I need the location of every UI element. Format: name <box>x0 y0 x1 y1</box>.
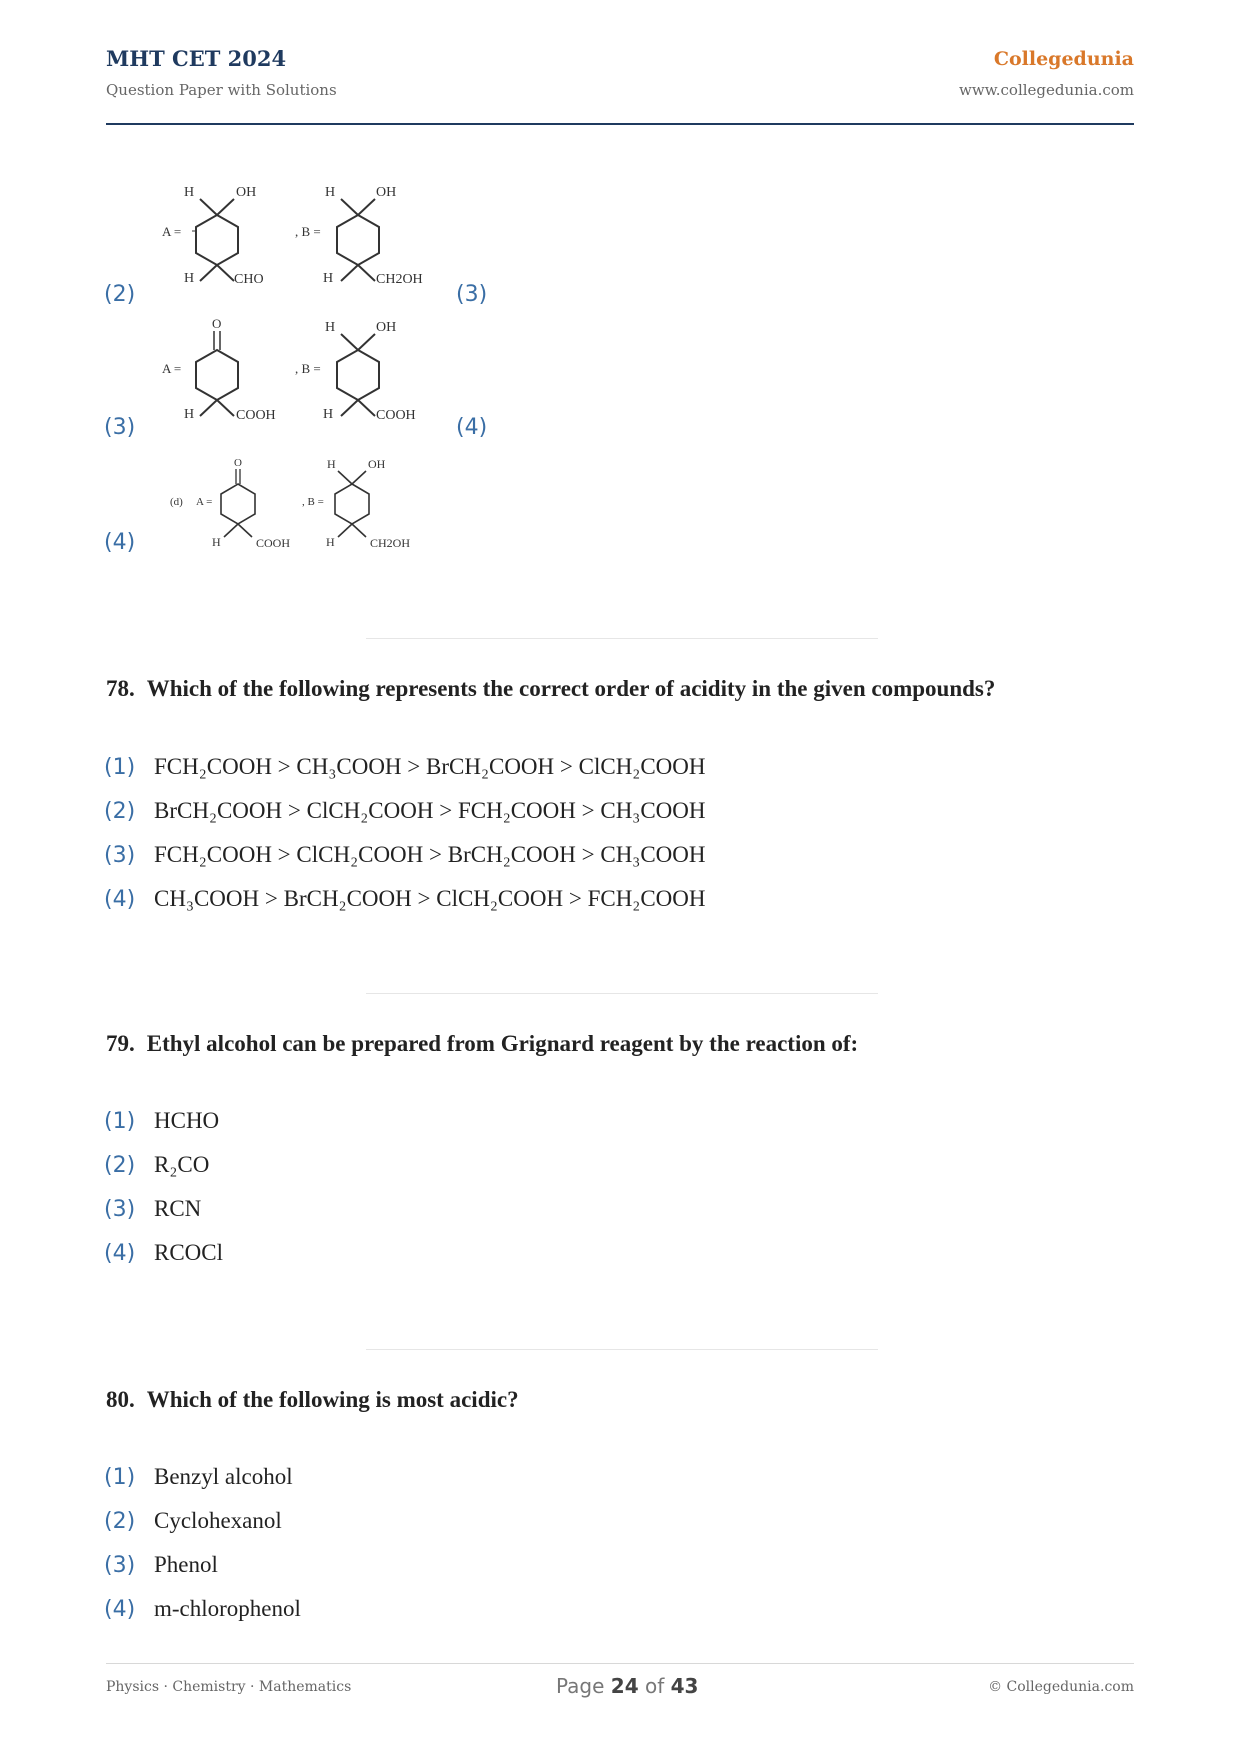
footer-copyright: © Collegedunia.com <box>988 1679 1134 1695</box>
option-text: FCH₂COOH > CH₃COOH > BrCH₂COOH > ClCH₂COOH <box>154 754 706 779</box>
option-number: (2) <box>104 1153 136 1178</box>
option-text: HCHO <box>154 1108 220 1133</box>
question-text: Which of the following is most acidic? <box>146 1387 519 1412</box>
substituent-label: CHO <box>234 272 264 287</box>
structure-a-option-3 <box>162 316 276 423</box>
a-label: A = <box>162 224 182 239</box>
option-text: Phenol <box>154 1552 218 1577</box>
substituent-label: COOH <box>236 408 276 423</box>
option-number: (3) <box>104 1197 136 1222</box>
page-indicator <box>556 1674 698 1698</box>
option-text: m-chlorophenol <box>154 1596 301 1621</box>
question-79 <box>106 1031 858 1057</box>
h-label: H <box>327 457 336 471</box>
option-1[interactable] <box>104 1108 219 1134</box>
oh-label: OH <box>376 185 397 200</box>
prev-option-number: (3) <box>104 415 136 440</box>
option-number: (1) <box>104 1109 136 1134</box>
option-number: (4) <box>104 887 136 912</box>
oh-label: OH <box>376 320 397 335</box>
b-label: , B = <box>295 224 321 239</box>
option-2[interactable] <box>104 798 706 824</box>
option-number: (3) <box>104 1553 136 1578</box>
prev-option-trailing-number: (3) <box>456 282 488 307</box>
h-label: H <box>325 185 336 200</box>
option-number: (4) <box>104 1597 136 1622</box>
structure-diagrams <box>150 170 450 570</box>
option-number: (3) <box>104 843 136 868</box>
h-label: H <box>323 271 334 286</box>
option-text: R₂CO <box>154 1152 210 1177</box>
question-number: 79. <box>106 1031 135 1056</box>
question-text: Ethyl alcohol can be prepared from Grignard reagent by the reaction of: <box>146 1031 859 1056</box>
structure-b-option-4 <box>302 457 410 550</box>
section-divider <box>366 638 878 639</box>
h-label: H <box>326 535 335 549</box>
substituent-label: CH2OH <box>376 272 423 287</box>
structure-a-option-2 <box>162 185 264 287</box>
b-label: , B = <box>295 361 321 376</box>
document-title: MHT CET 2024 <box>106 46 287 71</box>
o-label: O <box>212 316 222 331</box>
h-label: H <box>184 407 195 422</box>
option-1[interactable] <box>104 754 706 780</box>
option-3[interactable] <box>104 1552 218 1578</box>
question-number: 80. <box>106 1387 135 1412</box>
option-3[interactable] <box>104 842 706 868</box>
substituent-label: CH2OH <box>370 536 411 550</box>
option-text: BrCH₂COOH > ClCH₂COOH > FCH₂COOH > CH₃COOH <box>154 798 706 823</box>
h-label: H <box>184 271 195 286</box>
option-letter-label: (d) <box>170 496 183 508</box>
section-divider <box>366 993 878 994</box>
option-4[interactable] <box>104 1240 223 1266</box>
option-2[interactable] <box>104 1508 282 1534</box>
option-text: FCH₂COOH > ClCH₂COOH > BrCH₂COOH > CH₃COOH <box>154 842 706 867</box>
substituent-label: COOH <box>376 408 416 423</box>
h-label: H <box>325 320 336 335</box>
page-word: Page <box>556 1674 605 1698</box>
substituent-label: COOH <box>256 536 291 550</box>
h-label: H <box>323 407 334 422</box>
a-label: A = <box>196 496 213 508</box>
h-label: H <box>212 535 221 549</box>
question-number: 78. <box>106 676 135 701</box>
page-number: 24 <box>610 1674 639 1698</box>
option-number: (2) <box>104 1509 136 1534</box>
section-divider <box>366 1349 878 1350</box>
o-label: O <box>234 457 242 469</box>
question-text: Which of the following represents the correct order of acidity in the given compounds? <box>146 676 996 701</box>
document-subtitle: Question Paper with Solutions <box>106 81 337 99</box>
question-80 <box>106 1387 519 1413</box>
option-number: (2) <box>104 799 136 824</box>
option-text: CH₃COOH > BrCH₂COOH > ClCH₂COOH > FCH₂COOH <box>154 886 706 911</box>
option-number: (4) <box>104 1241 136 1266</box>
footer-subjects: Physics · Chemistry · Mathematics <box>106 1679 352 1695</box>
option-text: Benzyl alcohol <box>154 1464 293 1489</box>
option-text: RCOCl <box>154 1240 224 1265</box>
option-1[interactable] <box>104 1464 293 1490</box>
brand-url: www.collegedunia.com <box>959 81 1134 99</box>
option-text: Cyclohexanol <box>154 1508 282 1533</box>
option-4[interactable] <box>104 1596 301 1622</box>
prev-option-number: (2) <box>104 282 136 307</box>
structure-a-option-4 <box>170 457 290 550</box>
oh-label: OH <box>236 185 257 200</box>
oh-label: OH <box>368 457 386 471</box>
b-label: , B = <box>302 496 324 508</box>
option-4[interactable] <box>104 886 706 912</box>
footer-divider <box>106 1663 1134 1664</box>
option-number: (1) <box>104 755 136 780</box>
option-text: RCN <box>154 1196 202 1221</box>
a-label: A = <box>162 361 182 376</box>
option-3[interactable] <box>104 1196 201 1222</box>
option-2[interactable] <box>104 1152 209 1178</box>
h-label: H <box>184 185 195 200</box>
header-divider <box>106 123 1134 125</box>
prev-option-number: (4) <box>104 530 136 555</box>
page-total: 43 <box>670 1674 699 1698</box>
of-word: of <box>644 1674 665 1698</box>
question-78 <box>106 676 995 702</box>
brand-name: Collegedunia <box>993 48 1134 70</box>
structure-b-option-2 <box>295 185 423 287</box>
prev-option-trailing-number: (4) <box>456 415 488 440</box>
option-number: (1) <box>104 1465 136 1490</box>
structure-b-option-3 <box>295 320 416 423</box>
